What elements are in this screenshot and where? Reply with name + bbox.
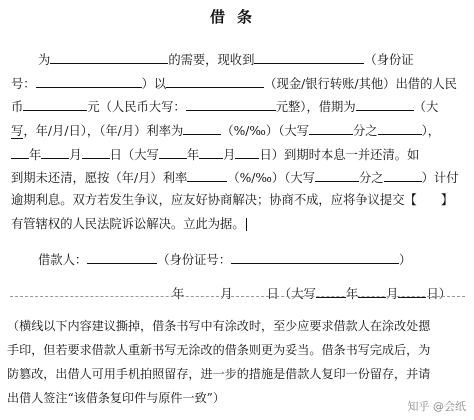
note-line: 手印，但若要求借款人重新书写无涂改的借条则更为妥当。借条书写完成后，为: [7, 343, 431, 357]
borrower-signature-blank: [87, 250, 157, 264]
note-line: 防篡改，出借人可用手机拍照留存，进一步的措施是借款人复印一份留存，并请: [7, 367, 431, 381]
signature-line: 借款人： （身份证号： ）: [38, 250, 411, 268]
borrower-name-blank: [254, 50, 364, 64]
document-title: 借条: [209, 8, 264, 26]
rate-blank: [183, 121, 221, 135]
body-line-1: 为 的需要，现收到 （身份证: [38, 50, 414, 68]
purpose-blank: [50, 50, 168, 64]
date-line: 年 月 日（大写 年 月 日）: [172, 284, 451, 302]
body-line-4: 写，年/月/日），（年/月）利率为 （%/‰）（大写 分之 ），: [11, 121, 440, 139]
id-number-blank: [36, 74, 142, 88]
term-blank: [356, 97, 414, 111]
payment-method-blank: [166, 74, 264, 88]
borrower-id-blank: [231, 250, 399, 264]
rate-upper-blank-1: [309, 121, 353, 135]
zhihu-watermark: 知乎 @会纸: [407, 400, 466, 413]
body-line-6: 到期未还清，愿按（年/月）利率 （%/‰）（大写 分之 ）计付: [11, 168, 459, 186]
body-line-8: 有管辖权的人民法院诉讼解决。立此为据。: [11, 217, 245, 231]
note-line: （横线以下内容建议撕掉，借条书写中有涂改时，至少应要求借款人在涂改处摁: [7, 319, 431, 333]
tear-off-divider: [10, 296, 465, 297]
body-line-5: 年 月 日（大写 年 月 日）到期时本息一并还清。如: [11, 145, 419, 163]
overdue-rate-blank: [187, 168, 227, 182]
rate-upper-blank-2: [378, 121, 422, 135]
amount-uppercase-blank: [186, 97, 276, 111]
body-line-7: 逾期利息。双方若发生争议，应友好协商解决；协商不成，应将争议提交【 】: [11, 193, 454, 207]
text-cursor: [246, 218, 247, 231]
body-line-3: 币 元（人民币大写： 元整），借期为 （大: [11, 97, 438, 115]
amount-blank: [23, 97, 87, 111]
body-line-2: 号： ）以 （现金/银行转账/其他）出借的人民: [11, 74, 457, 92]
note-line: 出借人签注“该借条复印件与原件一致”）: [7, 391, 225, 405]
